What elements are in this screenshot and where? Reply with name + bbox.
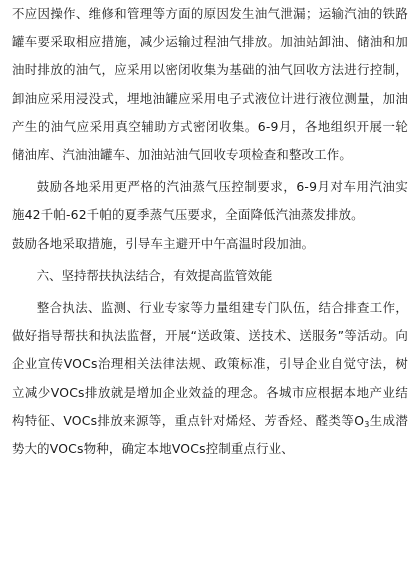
paragraph-enforcement xyxy=(12,294,408,463)
paragraph-vapor-pressure: 鼓励各地采用更严格的汽油蒸气压控制要求，6-9月对车用汽油实施42千帕-62千帕的夏季蒸气压要求，全面降低汽油蒸发排放。 xyxy=(12,179,408,223)
paragraph-enforcement-text-b: 生成潜势大的VOCs物种，确定本地VOCs控制重点行业、 xyxy=(12,412,408,457)
paragraph-enforcement-text-a: 整合执法、监测、行业专家等力量组建专门队伍，结合排查工作，做好指导帮扶和执法监督，开展“送政策、送技术、送服务”等活动。向企业宣传VOCs治理相关法律法规、政策标准，引导企业自觉守法，树立减少VOCs排放就是增加企业效益的理念。各城市应根据本地产业结构特征、VOCs排放来源等，重点针对烯烃、芳香烃、醛类等O xyxy=(12,300,408,428)
paragraph-oil-vapor-recovery: 不应因操作、维修和管理等方面的原因发生油气泄漏；运输汽油的铁路罐车要采取相应措施，减少运输过程油气排放。加油站卸油、储油和加油时排放的油气，应采用以密闭收集为基础的油气回收方法进行控制，卸油应采用浸没式，埋地油罐应采用电子式液位计进行液位测量，加油产生的油气应采用真空辅助方式密闭收集。6-9月，各地组织开展一轮储油库、汽油油罐车、加油站油气回收专项检查和整改工作。 xyxy=(12,6,408,163)
ozone-subscript: 3 xyxy=(364,419,370,429)
paragraph-refuel-timing: 鼓励各地采取措施，引导车主避开中午高温时段加油。 xyxy=(12,235,315,251)
section-heading-6: 六、坚持帮扶执法结合，有效提高监管效能 xyxy=(36,267,273,283)
